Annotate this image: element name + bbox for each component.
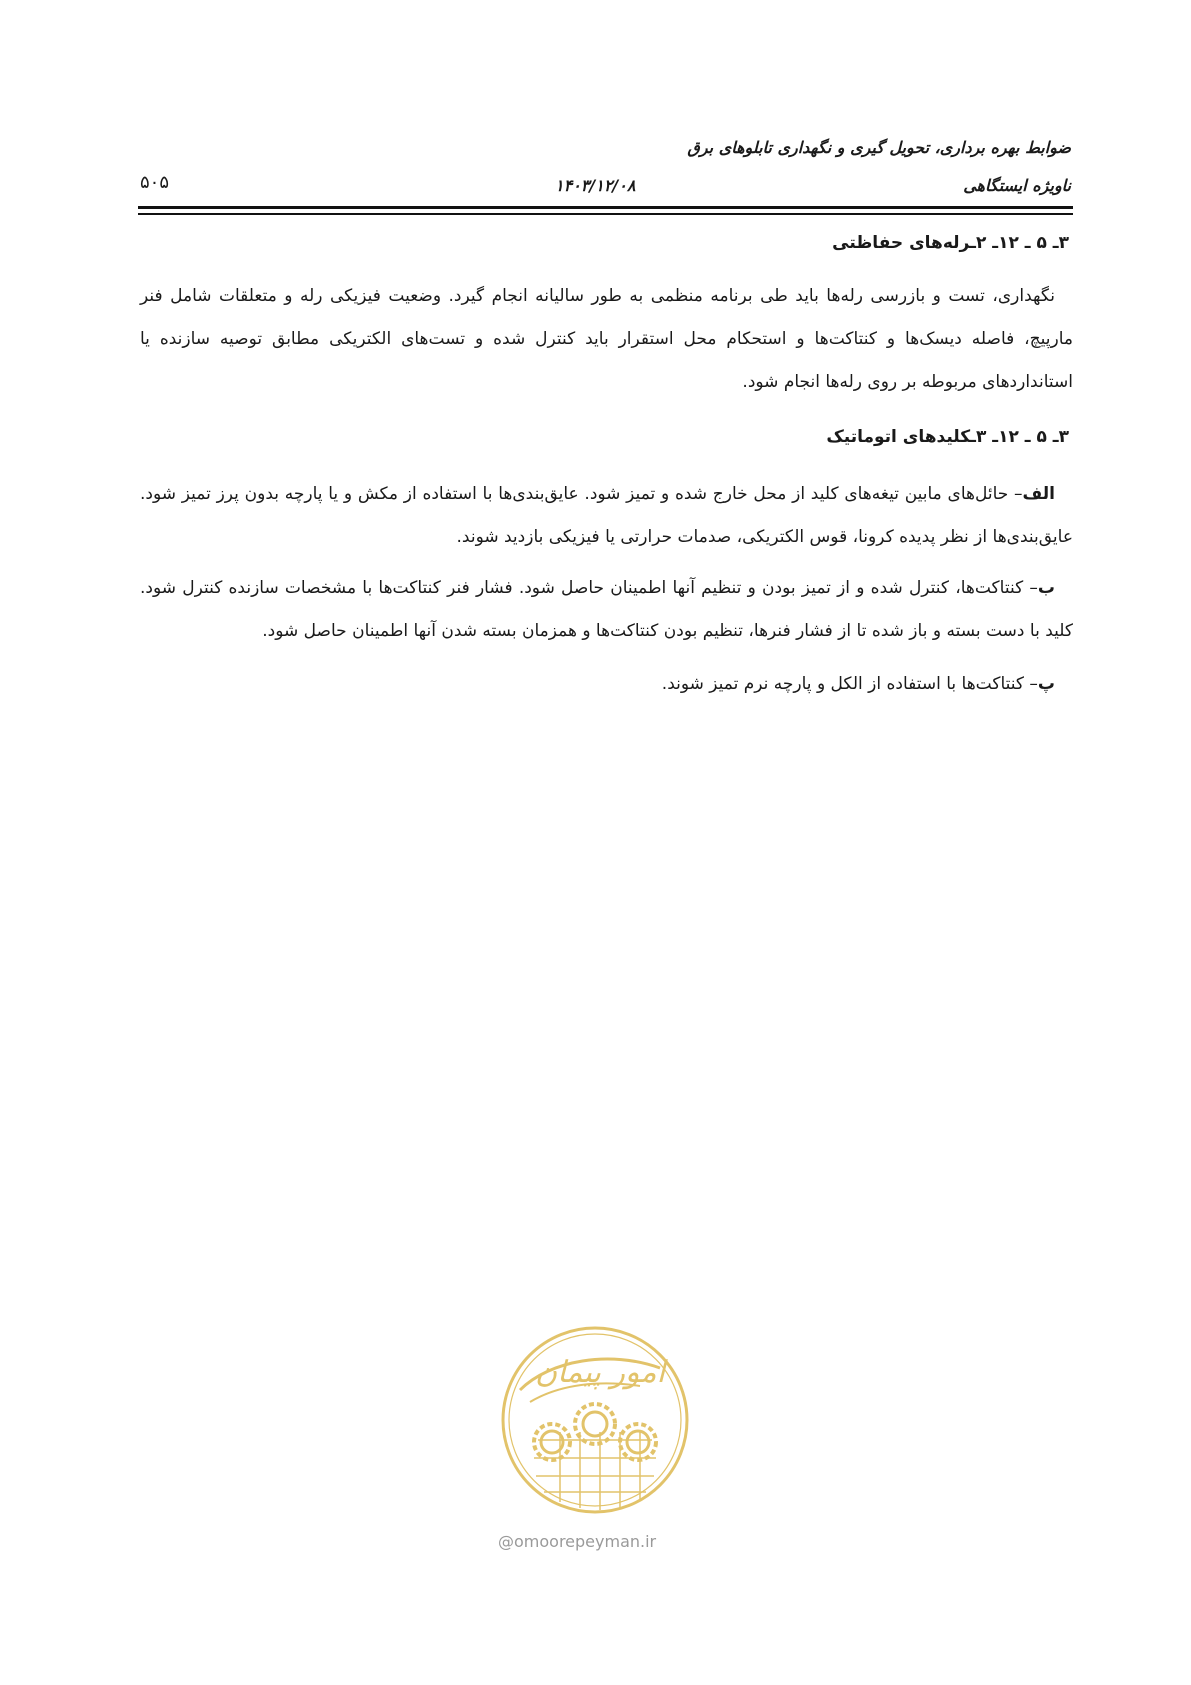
item-label: الف [1022,484,1055,504]
header-rule-thick [138,206,1073,209]
item-label: ب [1037,578,1055,598]
item-text: – کنتاکت‌ها با استفاده از الکل و پارچه نرم تمیز شوند. [661,674,1038,694]
header-rule-thin [138,213,1073,215]
item-text: – کنتاکت‌ها، کنترل شده و از تمیز بودن و تنظیم آنها اطمینان حاصل شود. فشار فنر کنتاکت‌ها با مشخصات سازنده کنترل شود. کلید با دست بسته و باز شده تا از فشار فنرها، تنظیم بودن کنتاکت‌ها و همزمان بسته شدن آنها اطمینان حاصل شود. [140,578,1073,641]
page-body [140,222,1073,706]
header-date: ۱۴۰۳/۱۲/۰۸ [555,176,636,195]
section-heading-breakers: ۳ـ ۵ ـ ۱۲ـ ۳ـکلیدهای اتوماتیک [826,427,1069,447]
paragraph-relays: نگهداری، تست و بازرسی رله‌ها باید طی برنامه منظمی به طور سالیانه انجام گیرد. وضعیت فیزیکی رله و متعلقات شامل فنر مارپیچ، فاصله دیسک‌ها و کنتاکت‌ها و استحکام محل استقرار باید کنترل شده و تست‌های الکتریکی مطابق توصیه سازنده یا استانداردهای مربوطه بر روی رله‌ها انجام شود. [140,286,1073,392]
list-item-pe [140,663,1073,706]
item-label: پ [1037,674,1055,694]
section-name: ناویژه ایستگاهی [963,176,1071,195]
watermark-url: @omoorepeyman.ir [498,1532,657,1551]
watermark-logo-text: امور پیمان [535,1355,665,1390]
list-item-alef [140,473,1073,559]
document-title: ضوابط بهره برداری، تحویل گیری و نگهداری تابلوهای برق [687,138,1071,157]
section-heading-relays: ۳ـ ۵ ـ ۱۲ـ ۲ـرله‌های حفاظتی [832,233,1069,253]
watermark-seal-logo [490,1320,700,1520]
list-item-be [140,567,1073,653]
item-text: – حائل‌های مابین تیغه‌های کلید از محل خارج شده و تمیز شود. عایق‌بندی‌ها با استفاده از مکش و یا پارچه بدون پرز تمیز شود. عایق‌بندی‌ها از نظر پدیده کرونا، قوس الکتریکی، صدمات حرارتی یا فیزیکی بازدید شوند. [140,484,1073,547]
page-number: ۵۰۵ [140,172,170,193]
